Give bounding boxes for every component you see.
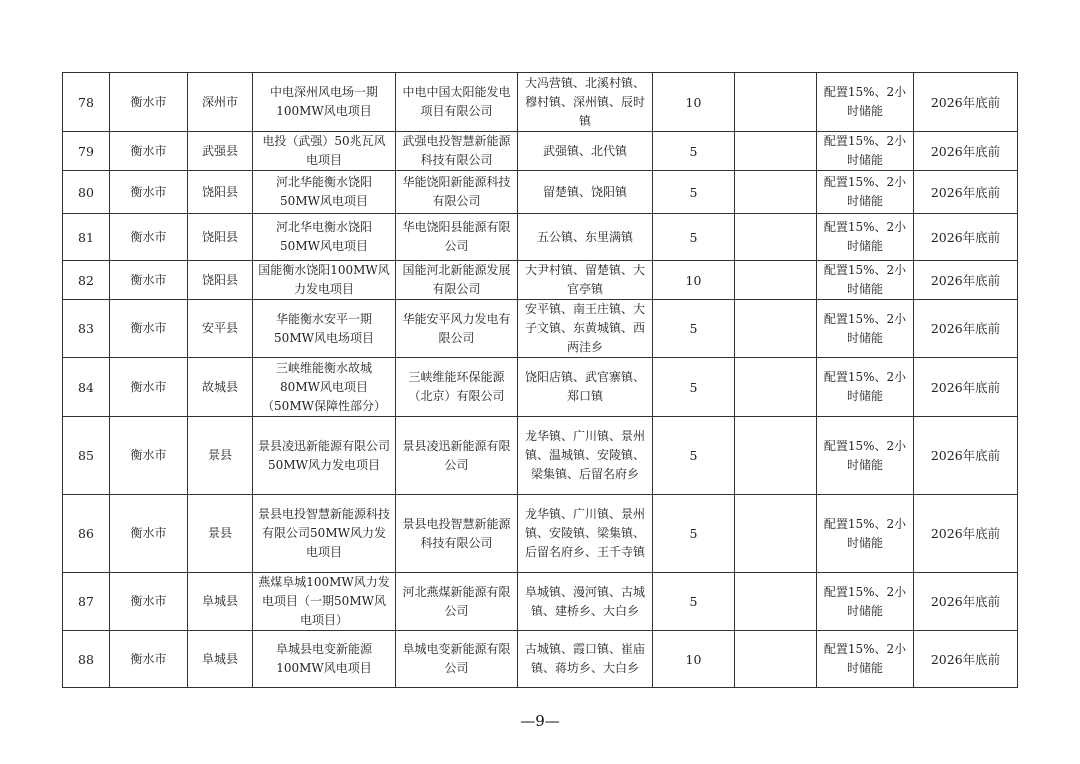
cell-blank [735,132,817,171]
cell-project: 河北华电衡水饶阳50MW风电项目 [253,214,396,261]
cell-city: 衡水市 [110,417,188,495]
cell-blank [735,171,817,214]
cell-project: 景县电投智慧新能源科技有限公司50MW风力发电项目 [253,495,396,573]
cell-deadline: 2026年底前 [914,495,1018,573]
cell-county: 安平县 [188,300,253,358]
cell-city: 衡水市 [110,261,188,300]
cell-city: 衡水市 [110,358,188,417]
cell-project: 三峡维能衡水故城80MW风电项目（50MW保障性部分） [253,358,396,417]
cell-deadline: 2026年底前 [914,73,1018,132]
cell-project: 河北华能衡水饶阳50MW风电项目 [253,171,396,214]
cell-capacity: 5 [653,573,735,631]
cell-storage: 配置15%、2小时储能 [817,73,914,132]
table-row [63,417,1018,495]
cell-company: 华能安平风力发电有限公司 [396,300,518,358]
cell-towns: 龙华镇、广川镇、景州镇、温城镇、安陵镇、梁集镇、后留名府乡 [518,417,653,495]
cell-county: 景县 [188,417,253,495]
table-row [63,495,1018,573]
cell-project: 景县凌迅新能源有限公司50MW风力发电项目 [253,417,396,495]
cell-county: 阜城县 [188,631,253,688]
cell-deadline: 2026年底前 [914,631,1018,688]
cell-towns: 大尹村镇、留楚镇、大官亭镇 [518,261,653,300]
cell-company: 华能饶阳新能源科技有限公司 [396,171,518,214]
cell-storage: 配置15%、2小时储能 [817,171,914,214]
cell-no: 81 [63,214,110,261]
cell-blank [735,631,817,688]
cell-project: 国能衡水饶阳100MW风力发电项目 [253,261,396,300]
cell-city: 衡水市 [110,73,188,132]
cell-project: 中电深州风电场一期100MW风电项目 [253,73,396,132]
cell-project: 燕煤阜城100MW风力发电项目（一期50MW风电项目） [253,573,396,631]
cell-city: 衡水市 [110,214,188,261]
table-row [63,358,1018,417]
cell-company: 景县电投智慧新能源科技有限公司 [396,495,518,573]
cell-project: 阜城县电变新能源100MW风电项目 [253,631,396,688]
cell-company: 河北燕煤新能源有限公司 [396,573,518,631]
cell-capacity: 5 [653,417,735,495]
cell-project: 电投（武强）50兆瓦风电项目 [253,132,396,171]
cell-capacity: 5 [653,300,735,358]
table-row [63,261,1018,300]
cell-storage: 配置15%、2小时储能 [817,261,914,300]
cell-towns: 饶阳店镇、武官寨镇、郑口镇 [518,358,653,417]
cell-capacity: 5 [653,358,735,417]
cell-company: 景县凌迅新能源有限公司 [396,417,518,495]
cell-storage: 配置15%、2小时储能 [817,417,914,495]
cell-capacity: 10 [653,261,735,300]
cell-blank [735,73,817,132]
cell-blank [735,214,817,261]
cell-city: 衡水市 [110,573,188,631]
table-row [63,132,1018,171]
cell-towns: 安平镇、南王庄镇、大子文镇、东黄城镇、西两洼乡 [518,300,653,358]
cell-towns: 留楚镇、饶阳镇 [518,171,653,214]
cell-towns: 大冯营镇、北溪村镇、穆村镇、深州镇、辰时镇 [518,73,653,132]
cell-storage: 配置15%、2小时储能 [817,495,914,573]
cell-city: 衡水市 [110,495,188,573]
cell-city: 衡水市 [110,132,188,171]
cell-no: 82 [63,261,110,300]
cell-deadline: 2026年底前 [914,417,1018,495]
cell-deadline: 2026年底前 [914,300,1018,358]
cell-towns: 阜城镇、漫河镇、古城镇、建桥乡、大白乡 [518,573,653,631]
cell-capacity: 5 [653,495,735,573]
cell-storage: 配置15%、2小时储能 [817,300,914,358]
table-row [63,214,1018,261]
cell-capacity: 5 [653,132,735,171]
cell-deadline: 2026年底前 [914,573,1018,631]
cell-no: 80 [63,171,110,214]
cell-county: 阜城县 [188,573,253,631]
cell-blank [735,358,817,417]
cell-city: 衡水市 [110,631,188,688]
cell-county: 故城县 [188,358,253,417]
cell-towns: 古城镇、霞口镇、崔庙镇、蒋坊乡、大白乡 [518,631,653,688]
cell-storage: 配置15%、2小时储能 [817,132,914,171]
cell-no: 84 [63,358,110,417]
cell-no: 85 [63,417,110,495]
cell-deadline: 2026年底前 [914,214,1018,261]
cell-county: 武强县 [188,132,253,171]
cell-deadline: 2026年底前 [914,358,1018,417]
table-row [63,171,1018,214]
cell-towns: 龙华镇、广川镇、景州镇、安陵镇、梁集镇、后留名府乡、王千寺镇 [518,495,653,573]
cell-blank [735,495,817,573]
cell-blank [735,300,817,358]
cell-storage: 配置15%、2小时储能 [817,358,914,417]
cell-county: 饶阳县 [188,214,253,261]
cell-no: 88 [63,631,110,688]
cell-storage: 配置15%、2小时储能 [817,631,914,688]
cell-county: 深州市 [188,73,253,132]
cell-storage: 配置15%、2小时储能 [817,573,914,631]
cell-company: 三峡维能环保能源（北京）有限公司 [396,358,518,417]
cell-company: 华电饶阳县能源有限公司 [396,214,518,261]
table-row [63,300,1018,358]
cell-capacity: 10 [653,631,735,688]
table-row [63,631,1018,688]
cell-capacity: 10 [653,73,735,132]
cell-county: 饶阳县 [188,171,253,214]
cell-county: 饶阳县 [188,261,253,300]
cell-capacity: 5 [653,171,735,214]
cell-no: 87 [63,573,110,631]
cell-towns: 武强镇、北代镇 [518,132,653,171]
cell-blank [735,261,817,300]
cell-capacity: 5 [653,214,735,261]
cell-no: 83 [63,300,110,358]
cell-company: 阜城电变新能源有限公司 [396,631,518,688]
cell-county: 景县 [188,495,253,573]
cell-no: 79 [63,132,110,171]
cell-company: 中电中国太阳能发电项目有限公司 [396,73,518,132]
table-row [63,73,1018,132]
cell-blank [735,573,817,631]
table-body [63,73,1018,688]
cell-towns: 五公镇、东里满镇 [518,214,653,261]
table-row [63,573,1018,631]
cell-deadline: 2026年底前 [914,132,1018,171]
cell-storage: 配置15%、2小时储能 [817,214,914,261]
cell-no: 78 [63,73,110,132]
cell-city: 衡水市 [110,300,188,358]
cell-blank [735,417,817,495]
cell-company: 武强电投智慧新能源科技有限公司 [396,132,518,171]
cell-city: 衡水市 [110,171,188,214]
cell-deadline: 2026年底前 [914,261,1018,300]
cell-deadline: 2026年底前 [914,171,1018,214]
project-table [62,72,1018,688]
cell-no: 86 [63,495,110,573]
project-table-container [62,72,1017,688]
cell-project: 华能衡水安平一期50MW风电场项目 [253,300,396,358]
page-number: —9— [520,712,560,730]
cell-company: 国能河北新能源发展有限公司 [396,261,518,300]
